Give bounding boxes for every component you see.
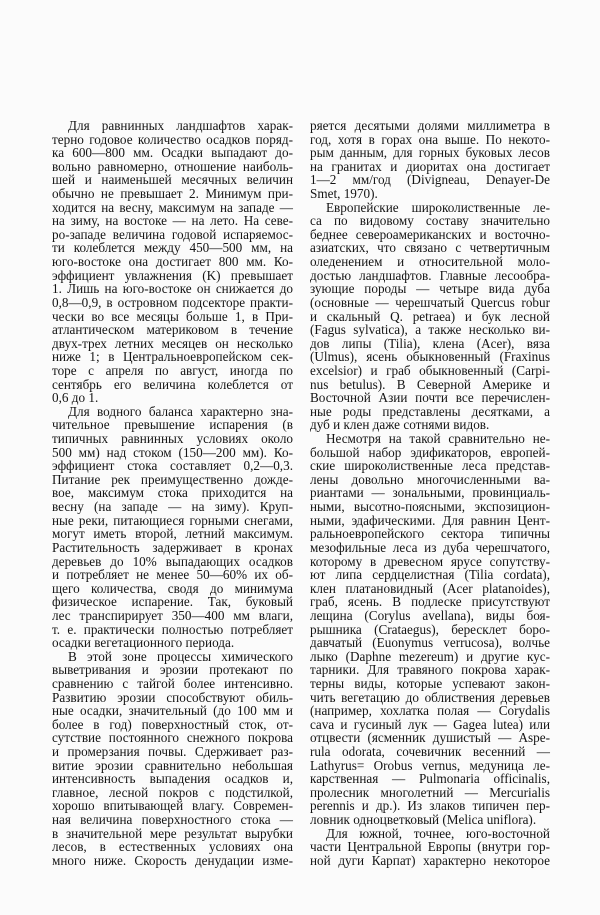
- text-line: хорошо впитывающей влагу. Современ-: [52, 798, 293, 814]
- text-line: много ниже. Скорость денудации изме-: [52, 852, 293, 868]
- left-column: [52, 119, 293, 868]
- text-line: ральноевропейского сектора типичны: [310, 526, 550, 542]
- text-line: сутствие постоянного снежного покрова: [52, 730, 293, 746]
- text-line: ют липа сердцелистная (Tilia cordata),: [310, 567, 550, 583]
- text-line: ро-западе величина годовой испаряемос-: [52, 226, 293, 242]
- text-line: Lathyrus= Orobus vernus, медуница ле-: [310, 757, 550, 773]
- text-line: сентябрь его величина колеблется от: [52, 376, 293, 392]
- text-line: оледенением и относительной моло-: [310, 254, 550, 270]
- text-line: на гранитах и диоритах она достигает: [310, 158, 550, 174]
- text-line: ной дуги Карпат) характерно некоторое: [310, 852, 550, 868]
- text-line: 0,8—0,9, в островном подсекторе практи-: [52, 294, 293, 310]
- text-line: вольно равномерно, отношение наиболь-: [52, 158, 293, 174]
- text-line: вое, максимум стока приходится на: [52, 485, 293, 501]
- text-line: эффициент стока составляет 0,2—0,3.: [52, 458, 293, 474]
- text-line: ными, высотно-поясными, экспозицион-: [310, 499, 550, 515]
- text-line: Европейские широколиственные ле-: [326, 199, 550, 215]
- text-line: деревьев до 10% выпадающих осадков: [52, 553, 293, 569]
- text-line: физическое испарение. Так, буковый: [52, 594, 293, 610]
- text-line: Для южной, точнее, юго-восточной: [326, 825, 550, 841]
- text-line: пролесник многолетний — Mercurialis: [310, 784, 550, 800]
- text-line: и скальный Q. petraea) и бук лесной: [310, 308, 550, 324]
- text-line: витие эрозии сравнительно небольшая: [52, 757, 293, 773]
- text-line: лещина (Corylus avellana), виды боя-: [310, 607, 550, 623]
- text-line: (Fagus sylvatica), а также несколько ви-: [310, 322, 550, 338]
- text-line: отцвести (ясменник душистый — Aspe-: [310, 730, 550, 746]
- text-line: Несмотря на такой сравнительно не-: [326, 431, 550, 447]
- text-line: ные реки, питающиеся горными снегами,: [52, 512, 293, 528]
- text-line: ка 600—800 мм. Осадки выпадают до-: [52, 145, 293, 161]
- text-line: В этой зоне процессы химического: [68, 648, 293, 664]
- text-line: давчатый (Euonymus verrucosa), волчье: [310, 635, 550, 651]
- right-column: [310, 119, 550, 868]
- text-line: терны виды, которые успевают закон-: [310, 675, 550, 691]
- text-line: беднее североамериканских и восточно-: [310, 226, 550, 242]
- text-line: ными, эдафическими. Для равнин Цент-: [310, 512, 550, 528]
- text-line: большой набор эдификаторов, европей-: [310, 444, 550, 460]
- text-line: чить вегетацию до облиствения деревьев: [310, 689, 550, 705]
- text-line: rula odorata, сочевичник весенний —: [310, 744, 550, 760]
- text-line: лес транспирирует 350—400 мм влаги,: [52, 607, 293, 623]
- text-line: Растительность задерживает в кронах: [52, 539, 293, 555]
- text-line: 500 мм) над стоком (150—200 мм). Ко-: [52, 444, 293, 460]
- text-line: лыко (Daphne mezereum) и другие кус-: [310, 648, 550, 664]
- text-line: ные роды представлены десятками, а: [310, 403, 550, 419]
- text-line: эффициент увлажнения (K) превышает: [52, 267, 293, 283]
- text-line: азиатских, что связано с четвертичным: [310, 240, 550, 256]
- text-line: граб, ясень. В подлеске присутствуют: [310, 594, 550, 610]
- text-line: лены довольно многочисленными ва-: [310, 471, 550, 487]
- text-line: (основные — черешчатый Quercus robur: [310, 294, 550, 310]
- text-line: дов липы (Tilia), клена (Acer), вяза: [310, 335, 550, 351]
- text-line: главное, лесной покров с подстилкой,: [52, 784, 293, 800]
- text-line: шей и наименьшей месячных величин: [52, 172, 293, 188]
- text-line: ловник одноцветковый (Melica uniflora).: [310, 812, 537, 828]
- text-line: лесов, в естественных условиях она: [52, 839, 293, 855]
- text-line: год, хотя в горах она выше. По некото-: [310, 131, 550, 147]
- text-line: атлантическом материковом в течение: [52, 322, 293, 338]
- text-line: Для водного баланса характерно зна-: [68, 403, 293, 419]
- text-line: excelsior) и граб обыкновенный (Carpi-: [310, 362, 550, 378]
- text-line: выветривания и эрозии протекают по: [52, 662, 293, 678]
- text-line: которому в древесном ярусе сопутству-: [310, 553, 550, 569]
- text-line: 1—2 мм/год (Divigneau, Denayer-De: [310, 172, 550, 188]
- text-line: в значительной мере результат вырубки: [52, 825, 293, 841]
- text-line: Для равнинных ландшафтов харак-: [68, 118, 293, 133]
- text-line: и промерзания почвы. Сдерживает раз-: [52, 744, 293, 760]
- text-line: сравнению с тайгой более интенсивно.: [52, 675, 293, 691]
- text-line: (Ulmus), ясень обыкновенный (Fraxinus: [310, 349, 550, 365]
- text-line: тарники. Для травяного покрова харак-: [310, 662, 550, 678]
- text-line: мезофильные леса из дуба черешчатого,: [310, 539, 550, 555]
- text-line: ные осадки, значительный (до 100 мм и: [52, 703, 293, 719]
- text-line: ряется десятыми долями миллиметра в: [310, 118, 550, 133]
- text-line: (например, хохлатка полая — Corydalis: [310, 703, 550, 719]
- text-line: Питание рек преимущественно дожде-: [52, 471, 293, 487]
- text-line: ские широколиственные леса представ-: [310, 458, 550, 474]
- text-line: cava и гусиный лук — Gagea lutea) или: [310, 716, 550, 732]
- text-line: и потребляет не менее 50—60% их об-: [52, 567, 293, 583]
- text-line: Smet, 1970).: [310, 186, 378, 202]
- text-line: ти колеблется между 450—500 мм, на: [52, 240, 293, 256]
- text-line: риантами — зональными, провинциаль-: [310, 485, 550, 501]
- text-line: более в год) поверхностный сток, от-: [52, 716, 293, 732]
- text-line: клен платановидный (Acer platanoides),: [310, 580, 550, 596]
- text-line: ная величина поверхностного стока —: [52, 812, 293, 828]
- text-line: Развитию эрозии способствуют обиль-: [52, 689, 293, 705]
- text-line: Восточной Азии почти все перечислен-: [310, 390, 550, 406]
- text-line: на зиму, на востоке — на лето. На севе-: [52, 213, 293, 229]
- text-line: nus betulus). В Северной Америке и: [310, 376, 550, 392]
- text-line: типичных равнинных условиях около: [52, 431, 293, 447]
- text-line: рым данным, для горных буковых лесов: [310, 145, 550, 161]
- text-line: зующие породы — четыре вида дуба: [310, 281, 550, 297]
- text-line: ходится на весну, максимум на западе —: [52, 199, 293, 215]
- text-line: т. е. практически полностью потребляет: [52, 621, 293, 637]
- text-line: рышника (Crataegus), бересклет боро-: [310, 621, 550, 637]
- text-line: 0,6 до 1.: [52, 390, 99, 406]
- text-line: торе с апреля по август, иногда по: [52, 362, 293, 378]
- text-line: двух-трех летних месяцев он несколько: [52, 335, 293, 351]
- text-line: интенсивность выпадения осадков и,: [52, 771, 293, 787]
- text-line: ниже 1; в Центральноевропейском сек-: [52, 349, 293, 365]
- text-line: perennis и др.). Из злаков типичен пер-: [310, 798, 550, 814]
- text-line: достью ландшафтов. Главные лесообра-: [310, 267, 550, 283]
- text-line: осадки вегетационного периода.: [52, 635, 235, 651]
- text-line: юго-востоке она достигает 800 мм. Ко-: [52, 254, 293, 270]
- text-line: дуб и клен даже сотнями видов.: [310, 417, 490, 433]
- text-line: обычно не превышает 2. Минимум при-: [52, 186, 293, 202]
- text-line: могут иметь второй, летний максимум.: [52, 526, 293, 542]
- text-line: весну (на западе — на зиму). Круп-: [52, 499, 293, 515]
- text-line: чительное превышение испарения (в: [52, 417, 293, 433]
- text-line: части Центральной Европы (внутри гор-: [310, 839, 550, 855]
- text-line: 1. Лишь на юго-востоке он снижается до: [52, 281, 293, 297]
- text-line: са по видовому составу значительно: [310, 213, 550, 229]
- text-line: щего количества, сводя до минимума: [52, 580, 293, 596]
- text-line: карственная — Pulmonaria officinalis,: [310, 771, 550, 787]
- text-line: терно годовое количество осадков поряд-: [52, 131, 293, 147]
- text-line: чески во все месяцы больше 1, в При-: [52, 308, 293, 324]
